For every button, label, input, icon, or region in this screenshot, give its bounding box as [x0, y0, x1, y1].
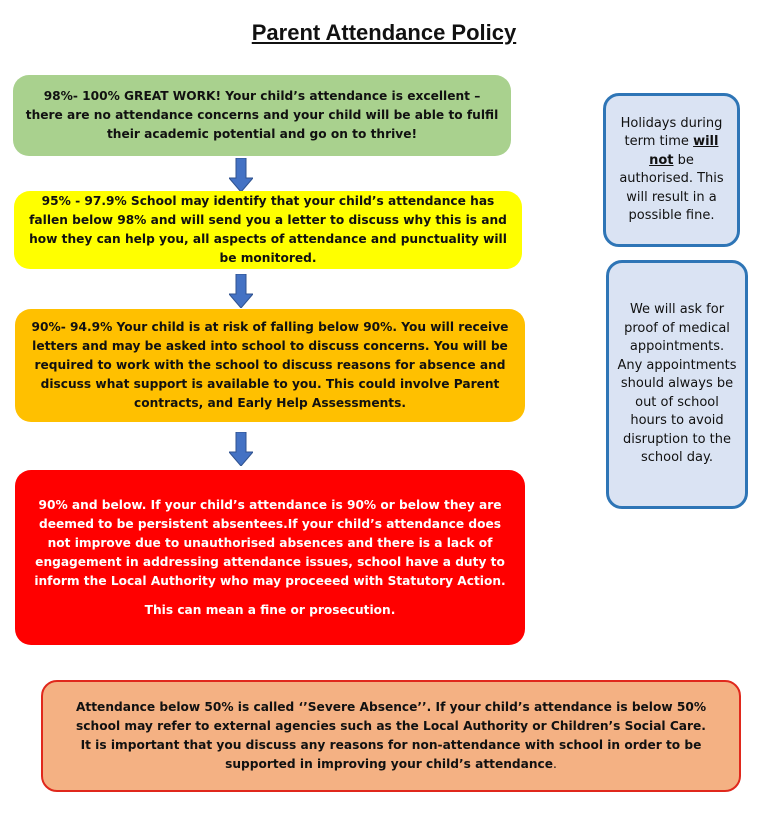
severe-absence-text	[73, 698, 709, 774]
severe-absence-end: .	[553, 757, 557, 771]
holidays-note-text	[614, 115, 729, 226]
holidays-before: Holidays during term time	[620, 115, 723, 149]
holidays-after: be authorised. This will result in a possible fine.	[619, 152, 724, 223]
band-description: 90%- 94.9% Your child is at risk of falling below 90%. You will receive letters and may be asked into school to discuss concerns. You will be required to work with the school to discuss reasons for absence and discuss what support is available to you. This could involve Parent contracts, and Early Help Assessments.	[31, 320, 509, 410]
band-description: 90% and below. If your child’s attendance is 90% or below they are deemed to be persistent absentees.If your child’s attendance does not improve due to unauthorised absences and there is a lack of engagement in addressing attendance issues, school have a duty to inform the Local Authority who may proceeed with Statutory Action.	[34, 497, 506, 588]
attendance-band-below-90	[15, 470, 525, 645]
attendance-band-90-94	[15, 309, 525, 422]
medical-note-text: We will ask for proof of medical appointments. Any appointments should always be out of school hours to avoid disruption to the school day.	[617, 302, 737, 466]
medical-appointments-note	[606, 260, 748, 509]
attendance-band-98-100	[13, 75, 511, 156]
holidays-note	[603, 93, 740, 247]
severe-absence-description: Attendance below 50% is called ‘’Severe Absence’’. If your child’s attendance is below 50% school may refer to external agencies such as the Local Authority or Children’s Social Care. It is important that you discuss any reasons for non-attendance with school in order to be supported in improving your child’s attendance	[75, 700, 707, 771]
band-note: This can mean a fine or prosecution.	[144, 602, 396, 617]
attendance-band-95-97	[14, 191, 522, 269]
page-title: Parent Attendance Policy	[251, 20, 517, 45]
holidays-emphasis: will not	[649, 134, 719, 168]
band-text	[25, 87, 499, 144]
band-lead: 98%- 100% GREAT WORK!	[43, 89, 222, 103]
down-arrow-icon	[229, 158, 253, 192]
band-description: Your child’s attendance is excellent – there are no attendance concerns and your child will be able to fulfil their academic potential and go on to thrive!	[25, 89, 499, 141]
down-arrow-icon	[229, 432, 253, 466]
band-description: 95% - 97.9% School may identify that your child’s attendance has fallen below 98% and will send you a letter to discuss why this is and how they can help you, all aspects of attendance and punctuality will be monitored.	[29, 194, 507, 265]
severe-absence-box	[41, 680, 741, 792]
down-arrow-icon	[229, 274, 253, 308]
